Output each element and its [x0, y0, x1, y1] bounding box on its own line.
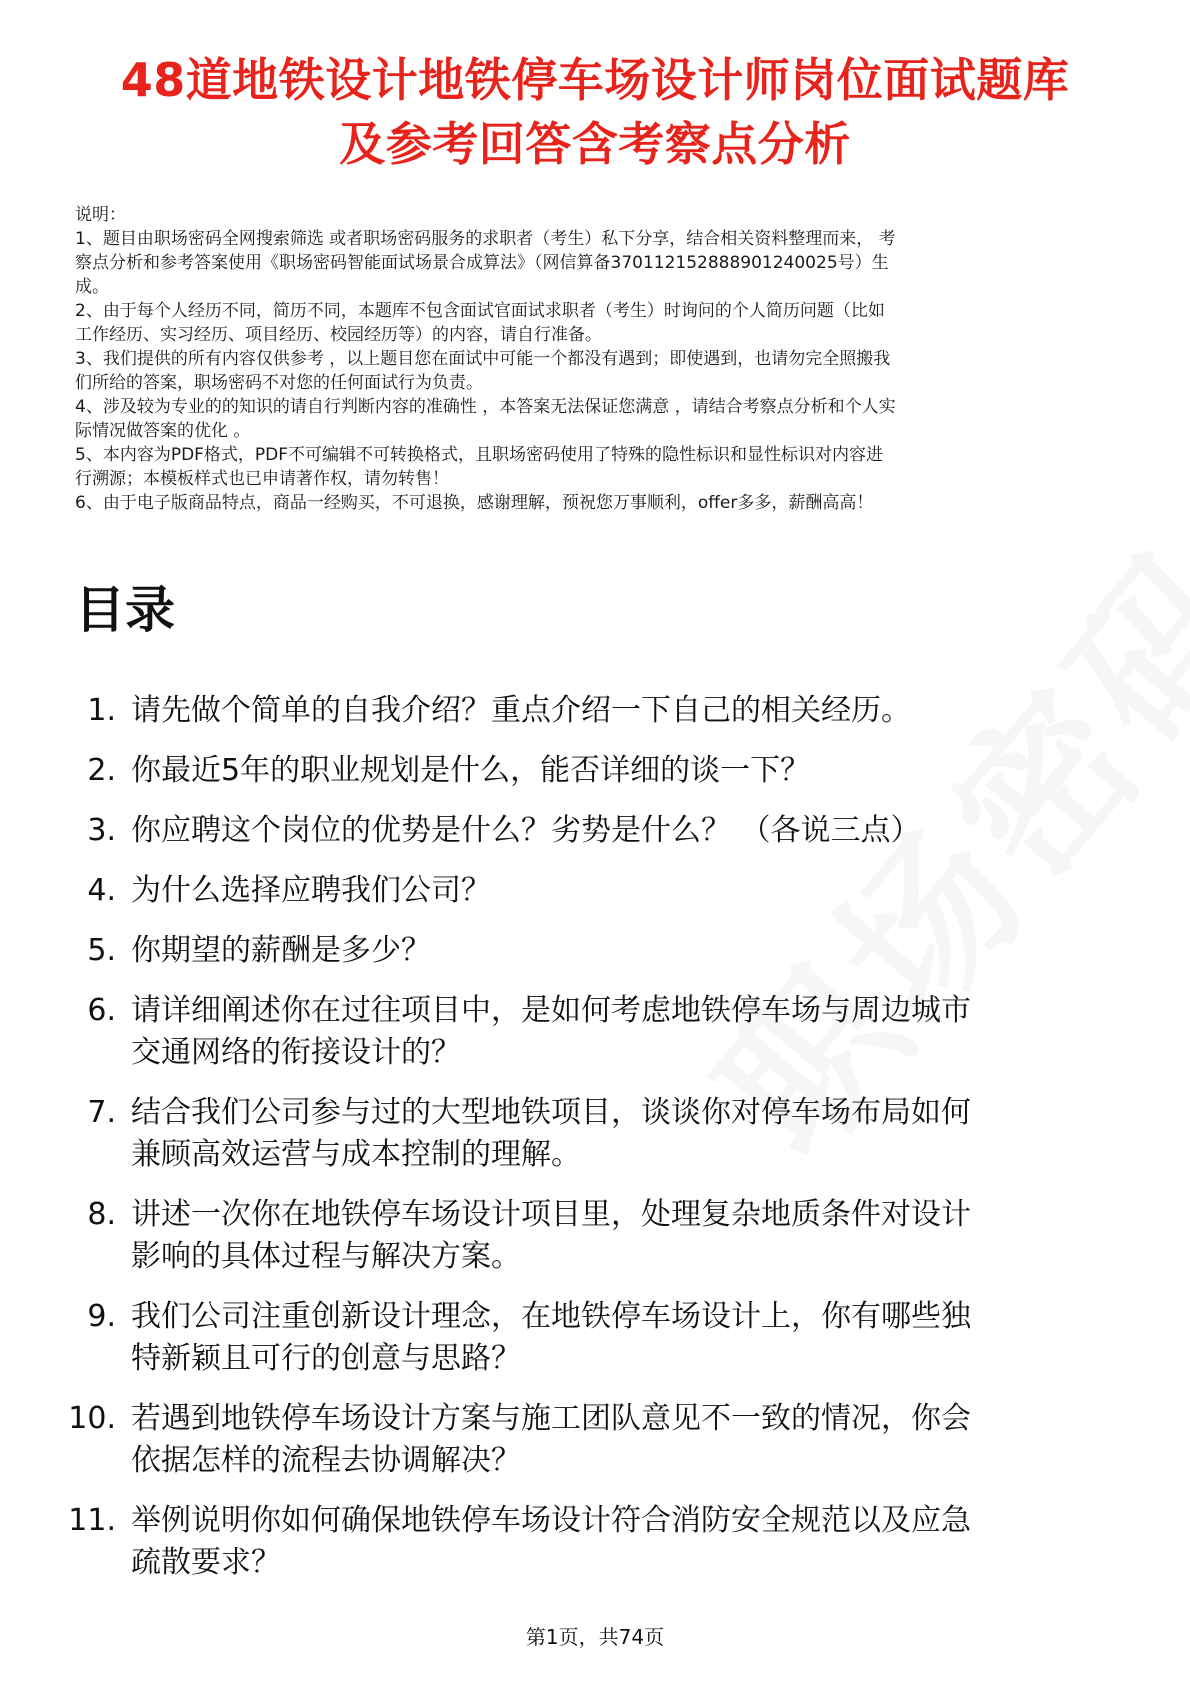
toc-item-line: 我们公司注重创新设计理念，在地铁停车场设计上，你有哪些独	[131, 1299, 971, 1334]
toc-item-number: 2.	[87, 753, 116, 788]
toc-item-line: 讲述一次你在地铁停车场设计项目里，处理复杂地质条件对设计	[131, 1197, 971, 1232]
toc-list	[60, 690, 1130, 1602]
title-line-1: 48道地铁设计地铁停车场设计师岗位面试题库	[120, 53, 1070, 107]
title-line-2: 及参考回答含考察点分析	[339, 117, 851, 171]
toc-item-text	[131, 1398, 1116, 1482]
toc-item-line: 你应聘这个岗位的优势是什么？劣势是什么？ （各说三点）	[131, 813, 921, 848]
toc-item[interactable]	[60, 1500, 1130, 1584]
toc-item-text	[131, 810, 1116, 852]
page-footer: 第1页，共74页	[525, 1625, 665, 1649]
toc-item-line: 请先做个简单的自我介绍？重点介绍一下自己的相关经历。	[131, 693, 911, 728]
toc-item-text	[131, 1092, 1116, 1176]
toc-item[interactable]	[60, 1194, 1130, 1278]
toc-item-number: 5.	[87, 933, 116, 968]
toc-item-line: 举例说明你如何确保地铁停车场设计符合消防安全规范以及应急	[131, 1503, 971, 1538]
notes-line: 1、题目由职场密码全网搜索筛选 或者职场密码服务的求职者（考生）私下分享，结合相关资料整理而来， 考	[75, 229, 896, 249]
toc-item-line: 兼顾高效运营与成本控制的理解。	[131, 1137, 581, 1172]
notes-line: 4、涉及较为专业的的知识的请自行判断内容的准确性 ，本答案无法保证您满意 ，请结合考察点分析和个人实	[75, 397, 896, 417]
toc-item-line: 影响的具体过程与解决方案。	[131, 1239, 521, 1274]
toc-item-number: 11.	[68, 1503, 116, 1538]
notes-line: 说明：	[75, 205, 126, 225]
toc-item-text	[131, 1194, 1116, 1278]
toc-item-number: 6.	[87, 993, 116, 1028]
toc-item-number: 1.	[87, 693, 116, 728]
toc-item[interactable]	[60, 750, 1130, 792]
toc-item[interactable]	[60, 990, 1130, 1074]
toc-item-text	[131, 990, 1116, 1074]
notes-line: 工作经历、实习经历、项目经历、校园经历等）的内容，请自行准备。	[75, 325, 602, 345]
toc-item-line: 依据怎样的流程去协调解决？	[131, 1443, 521, 1478]
toc-item-number: 7.	[87, 1095, 116, 1130]
toc-item-text	[131, 1296, 1116, 1380]
toc-item[interactable]	[60, 930, 1130, 972]
notes-line: 行溯源；本模板样式也已申请著作权，请勿转售！	[75, 469, 449, 489]
toc-item[interactable]	[60, 870, 1130, 912]
toc-item-line: 请详细阐述你在过往项目中，是如何考虑地铁停车场与周边城市	[131, 993, 971, 1028]
toc-item-number: 9.	[87, 1299, 116, 1334]
toc-item[interactable]	[60, 810, 1130, 852]
document-title	[60, 48, 1130, 176]
toc-item-line: 你期望的薪酬是多少？	[131, 933, 431, 968]
toc-item[interactable]	[60, 1296, 1130, 1380]
notes-block	[75, 203, 1125, 515]
toc-item-text	[131, 930, 1116, 972]
toc-item-number: 4.	[87, 873, 116, 908]
toc-item-text	[131, 750, 1116, 792]
toc-item-line: 为什么选择应聘我们公司？	[131, 873, 491, 908]
notes-line: 5、本内容为PDF格式，PDF不可编辑不可转换格式，且职场密码使用了特殊的隐性标识和显性标识对内容进	[75, 445, 884, 465]
notes-line: 际情况做答案的优化 。	[75, 421, 251, 441]
notes-line: 2、由于每个人经历不同，简历不同，本题库不包含面试官面试求职者（考生）时询问的个人简历问题（比如	[75, 301, 885, 321]
toc-item-number: 10.	[68, 1401, 116, 1436]
toc-item-number: 3.	[87, 813, 116, 848]
toc-item[interactable]	[60, 690, 1130, 732]
toc-item-line: 疏散要求？	[131, 1545, 281, 1580]
notes-line: 察点分析和参考答案使用《职场密码智能面试场景合成算法》（网信算备370112152888901240025号）生	[75, 253, 889, 273]
notes-line: 们所给的答案，职场密码不对您的任何面试行为负责。	[75, 373, 483, 393]
notes-line: 6、由于电子版商品特点，商品一经购买，不可退换，感谢理解，预祝您万事顺利，offer多多，薪酬高高！	[75, 493, 874, 513]
toc-item-line: 交通网络的衔接设计的？	[131, 1035, 461, 1070]
toc-heading: 目录	[75, 581, 175, 639]
toc-item-text	[131, 870, 1116, 912]
toc-item[interactable]	[60, 1398, 1130, 1482]
toc-item-line: 若遇到地铁停车场设计方案与施工团队意见不一致的情况，你会	[131, 1401, 971, 1436]
notes-line: 成。	[75, 277, 109, 297]
toc-item-line: 特新颖且可行的创意与思路？	[131, 1341, 521, 1376]
toc-item-text	[131, 1500, 1116, 1584]
toc-item-text	[131, 690, 1116, 732]
toc-item-line: 你最近5年的职业规划是什么，能否详细的谈一下？	[131, 753, 811, 788]
notes-line: 3、我们提供的所有内容仅供参考 ，以上题目您在面试中可能一个都没有遇到；即使遇到，也请勿完全照搬我	[75, 349, 891, 369]
toc-item-line: 结合我们公司参与过的大型地铁项目，谈谈你对停车场布局如何	[131, 1095, 971, 1130]
toc-item-number: 8.	[87, 1197, 116, 1232]
toc-item[interactable]	[60, 1092, 1130, 1176]
